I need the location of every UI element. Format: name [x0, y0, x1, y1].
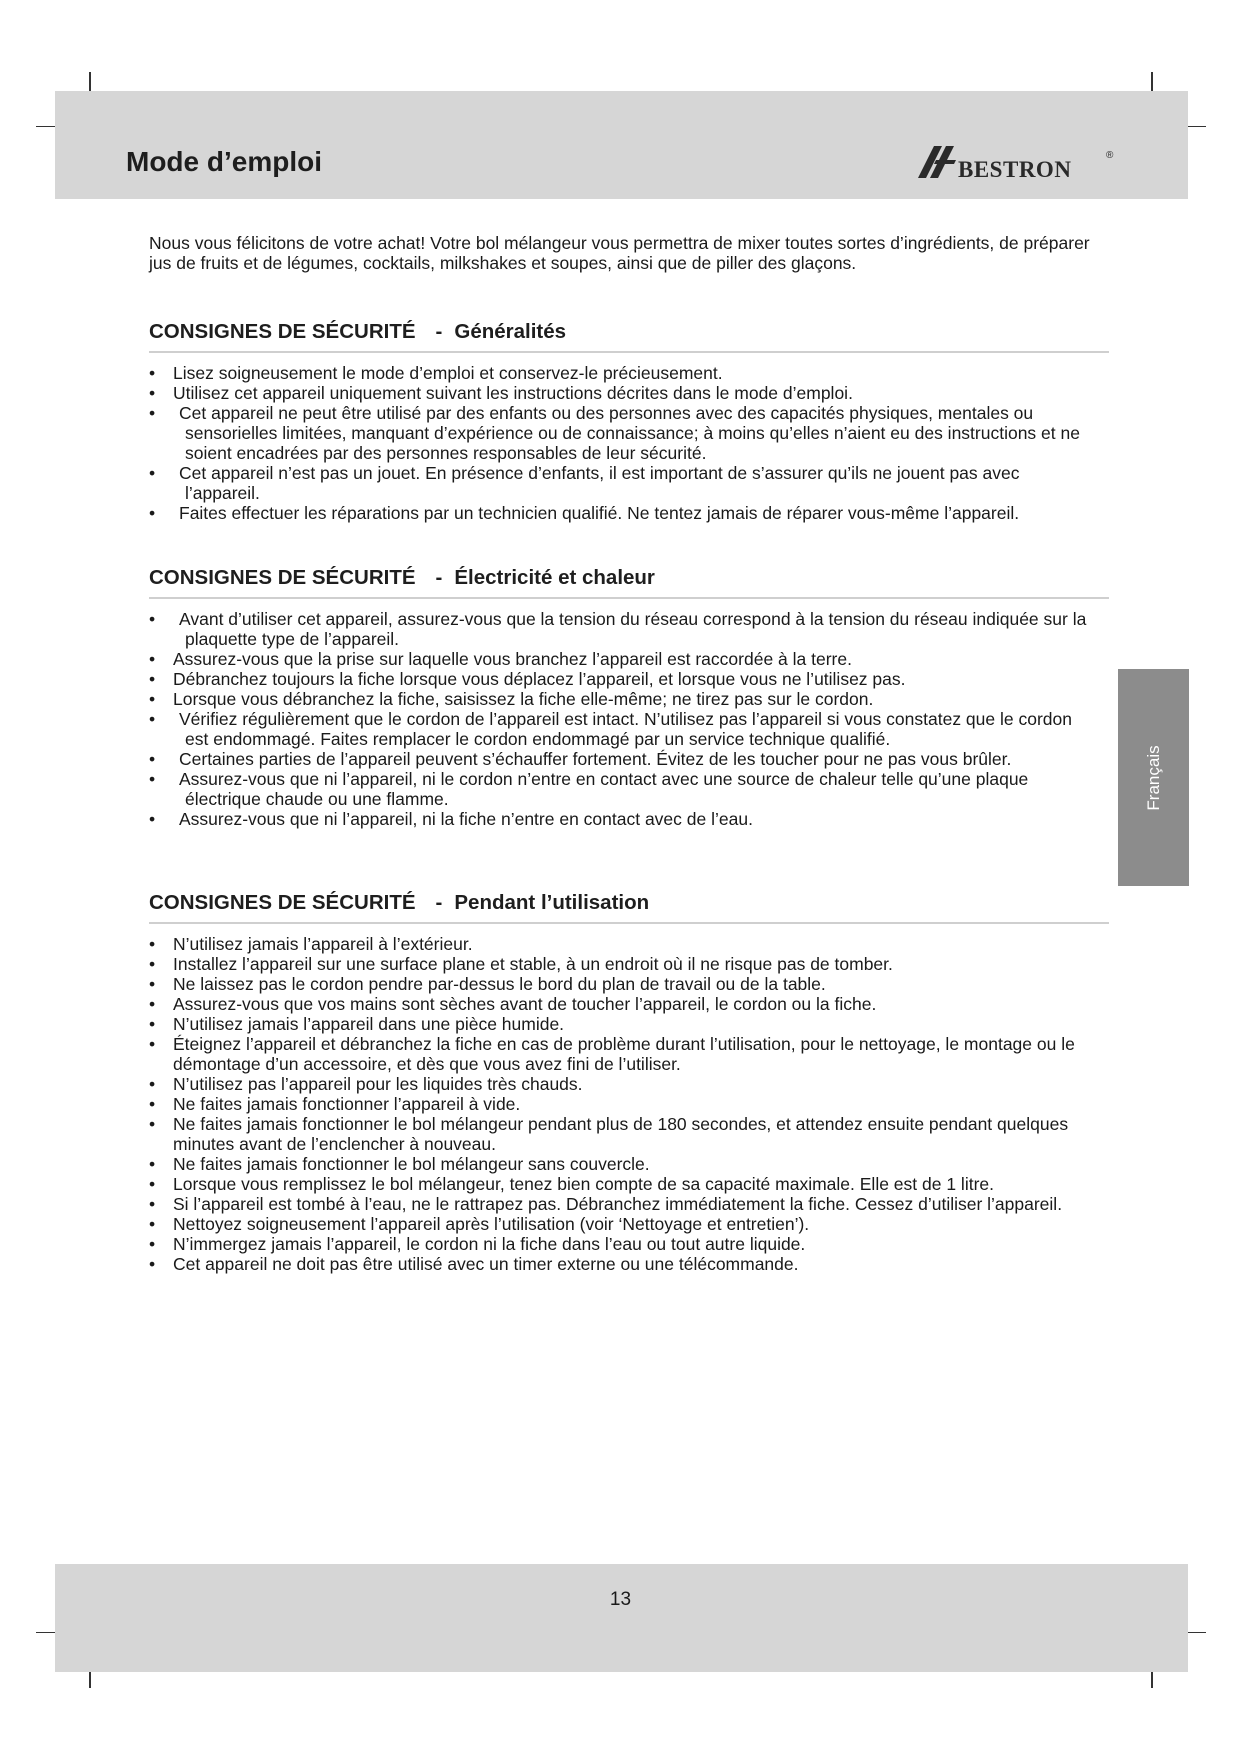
list-item-text: Assurez-vous que la prise sur laquelle vous branchez l’appareil est raccordée à la terre. — [173, 649, 852, 669]
section-heading-label: CONSIGNES DE SÉCURITÉ — [149, 320, 416, 343]
list-item-text: Cet appareil ne doit pas être utilisé avec un timer externe ou une télécommande. — [173, 1254, 799, 1274]
list-item — [149, 1154, 1099, 1174]
bullet: • — [149, 1014, 156, 1034]
list-item — [149, 363, 1099, 383]
bullet-list-general — [149, 363, 1099, 523]
list-item — [149, 1194, 1099, 1214]
list-item-text: Ne faites jamais fonctionner l’appareil à vide. — [173, 1094, 521, 1114]
bullet: • — [149, 1194, 156, 1214]
list-item — [149, 609, 1099, 649]
section-subheading: Généralités — [454, 320, 567, 343]
heading-separator: - — [435, 566, 443, 589]
list-item — [149, 1114, 1099, 1154]
list-item-text: Lisez soigneusement le mode d’emploi et conservez-le précieusement. — [173, 363, 723, 383]
bullet: • — [149, 749, 156, 769]
list-item-text: Vérifiez régulièrement que le cordon de l’appareil est intact. N’utilisez pas l’appareil si vous constatez que le cordon est endommagé. Faites remplacer le cordon endommagé par un service technique qualifié. — [179, 709, 1072, 749]
section-divider — [149, 922, 1109, 924]
bullet-list-electricity — [149, 609, 1099, 829]
list-item-text: N’utilisez pas l’appareil pour les liquides très chauds. — [173, 1074, 583, 1094]
list-item — [149, 669, 1099, 689]
bullet: • — [149, 1174, 156, 1194]
list-item-text: Utilisez cet appareil uniquement suivant les instructions décrites dans le mode d’emploi. — [173, 383, 853, 403]
list-item-text: Lorsque vous remplissez le bol mélangeur, tenez bien compte de sa capacité maximale. Elle est de 1 litre. — [173, 1174, 994, 1194]
section-heading-label: CONSIGNES DE SÉCURITÉ — [149, 566, 416, 589]
bullet: • — [149, 403, 156, 423]
bullet: • — [149, 1074, 156, 1094]
list-item-text: Débranchez toujours la fiche lorsque vous déplacez l’appareil, et lorsque vous ne l’utilisez pas. — [173, 669, 906, 689]
bullet: • — [149, 1254, 156, 1274]
bullet: • — [149, 954, 156, 974]
bullet: • — [149, 974, 156, 994]
section-heading-usage — [149, 891, 649, 915]
list-item-text: Assurez-vous que ni l’appareil, ni la fiche n’entre en contact avec de l’eau. — [179, 809, 753, 829]
footer-band — [55, 1564, 1188, 1672]
bullet: • — [149, 1094, 156, 1114]
language-tab-label: Français — [1143, 744, 1163, 811]
bullet: • — [149, 503, 156, 523]
list-item — [149, 974, 1099, 994]
section-divider — [149, 351, 1109, 353]
bullet: • — [149, 709, 156, 729]
bullet: • — [149, 1154, 156, 1174]
bullet: • — [149, 934, 156, 954]
list-item-text: Si l’appareil est tombé à l’eau, ne le rattrapez pas. Débranchez immédiatement la fiche. Cessez d’utiliser l’appareil. — [173, 1194, 1063, 1214]
list-item-text: Assurez-vous que ni l’appareil, ni le cordon n’entre en contact avec une source de chaleur telle qu’une plaque électrique chaude ou une flamme. — [179, 769, 1029, 809]
heading-separator: - — [435, 891, 443, 914]
bestron-logo — [918, 138, 1118, 188]
bullet: • — [149, 994, 156, 1014]
section-heading-electricity — [149, 566, 655, 590]
list-item-text: Avant d’utiliser cet appareil, assurez-vous que la tension du réseau correspond à la tension du réseau indiquée sur la plaquette type de l’appareil. — [179, 609, 1087, 649]
list-item — [149, 1014, 1099, 1034]
list-item — [149, 463, 1099, 503]
list-item-text: Ne faites jamais fonctionner le bol mélangeur sans couvercle. — [173, 1154, 650, 1174]
list-item — [149, 709, 1099, 749]
bullet: • — [149, 769, 156, 789]
list-item — [149, 954, 1099, 974]
bullet: • — [149, 1234, 156, 1254]
list-item-text: N’immergez jamais l’appareil, le cordon ni la fiche dans l’eau ou tout autre liquide. — [173, 1234, 806, 1254]
list-item — [149, 1234, 1099, 1254]
bullet: • — [149, 383, 156, 403]
list-item — [149, 1074, 1099, 1094]
list-item — [149, 749, 1099, 769]
list-item — [149, 1094, 1099, 1114]
section-heading-label: CONSIGNES DE SÉCURITÉ — [149, 891, 416, 914]
list-item-text: Cet appareil ne peut être utilisé par des enfants ou des personnes avec des capacités physiques, mentales ou sensorielles limitées, manquant d’expérience ou de connaissance; à moins qu’elles n’aient eu des instructions et ne soient encadrées par des personnes responsables de leur sécurité. — [179, 403, 1080, 463]
list-item-text: Installez l’appareil sur une surface plane et stable, à un endroit où il ne risque pas de tomber. — [173, 954, 893, 974]
list-item-text: N’utilisez jamais l’appareil à l’extérieur. — [173, 934, 473, 954]
chevron-icon — [918, 146, 956, 178]
list-item-text: N’utilisez jamais l’appareil dans une pièce humide. — [173, 1014, 565, 1034]
list-item-text: Lorsque vous débranchez la fiche, saisissez la fiche elle-même; ne tirez pas sur le cordon. — [173, 689, 874, 709]
list-item-text: Nettoyez soigneusement l’appareil après l’utilisation (voir ‘Nettoyage et entretien’). — [173, 1214, 810, 1234]
bullet: • — [149, 669, 156, 689]
brand-registered-mark: ® — [1106, 150, 1114, 161]
list-item — [149, 689, 1099, 709]
list-item — [149, 809, 1099, 829]
list-item — [149, 769, 1099, 809]
list-item-text: Ne faites jamais fonctionner le bol mélangeur pendant plus de 180 secondes, et attendez ensuite pendant quelques minutes avant de l’enclencher à nouveau. — [173, 1114, 1069, 1154]
list-item — [149, 994, 1099, 1014]
heading-separator: - — [435, 320, 443, 343]
list-item-text: Ne laissez pas le cordon pendre par-dessus le bord du plan de travail ou de la table. — [173, 974, 826, 994]
list-item — [149, 503, 1099, 523]
bullet: • — [149, 809, 156, 829]
list-item — [149, 1034, 1099, 1074]
section-subheading: Électricité et chaleur — [454, 566, 655, 589]
section-divider — [149, 597, 1109, 599]
list-item — [149, 1174, 1099, 1194]
section-subheading: Pendant l’utilisation — [454, 891, 650, 914]
list-item-text: Faites effectuer les réparations par un technicien qualifié. Ne tentez jamais de réparer vous-même l’appareil. — [179, 503, 1020, 523]
list-item — [149, 383, 1099, 403]
bullet: • — [149, 1114, 156, 1134]
brand-name: bestron — [958, 149, 1072, 185]
list-item — [149, 1214, 1099, 1234]
list-item-text: Cet appareil n’est pas un jouet. En présence d’enfants, il est important de s’assurer qu’ils ne jouent pas avec l’appareil. — [179, 463, 1020, 503]
bullet: • — [149, 649, 156, 669]
bullet-list-usage — [149, 934, 1099, 1274]
bullet: • — [149, 463, 156, 483]
bullet: • — [149, 1214, 156, 1234]
list-item — [149, 649, 1099, 669]
bullet: • — [149, 689, 156, 709]
list-item — [149, 1254, 1099, 1274]
list-item-text: Certaines parties de l’appareil peuvent s’échauffer fortement. Évitez de les toucher pour ne pas vous brûler. — [179, 749, 1012, 769]
page-title: Mode d’emploi — [126, 146, 322, 177]
bullet: • — [149, 1034, 156, 1054]
list-item-text: Éteignez l’appareil et débranchez la fiche en cas de problème durant l’utilisation, pour le nettoyage, le montage ou le démontage d’un accessoire, et dès que vous avez fini de l’utiliser. — [173, 1034, 1075, 1074]
page-number: 13 — [609, 1589, 632, 1610]
language-tab — [1118, 669, 1189, 886]
intro-paragraph: Nous vous félicitons de votre achat! Votre bol mélangeur vous permettra de mixer toutes sortes d’ingrédients, de préparer jus de fruits et de légumes, cocktails, milkshakes et soupes, ainsi que de piller des glaçons. — [149, 233, 1090, 273]
list-item-text: Assurez-vous que vos mains sont sèches avant de toucher l’appareil, le cordon ou la fiche. — [173, 994, 877, 1014]
bullet: • — [149, 609, 156, 629]
list-item — [149, 403, 1099, 463]
list-item — [149, 934, 1099, 954]
section-heading-general — [149, 320, 566, 344]
bullet: • — [149, 363, 156, 383]
